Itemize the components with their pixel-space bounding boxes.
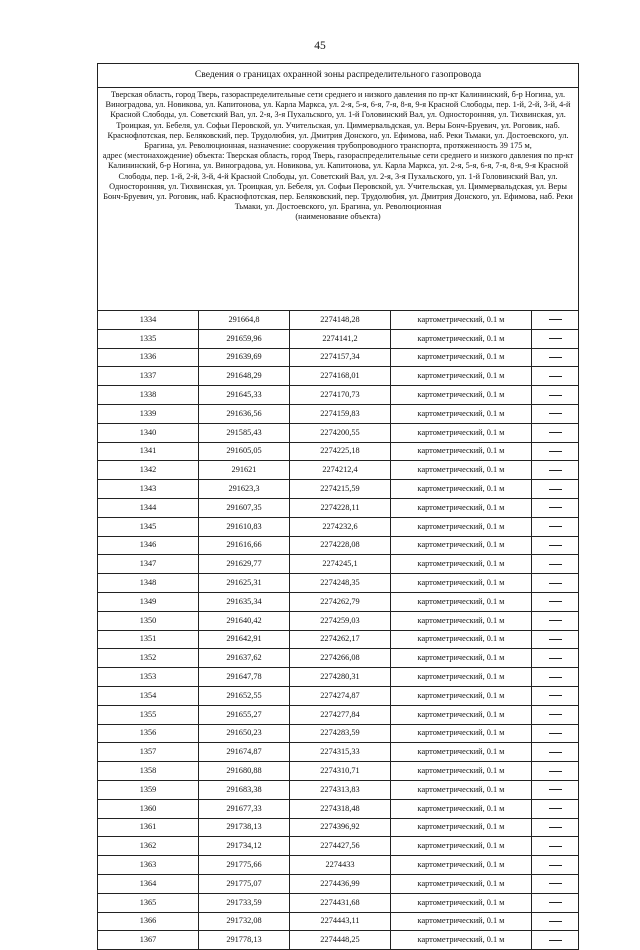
y-coordinate-cell: 2274248,35 xyxy=(290,574,391,593)
method-cell: картометрический, 0.1 м xyxy=(391,724,532,743)
method-cell: картометрический, 0.1 м xyxy=(391,912,532,931)
x-coordinate-cell: 291664,8 xyxy=(199,311,290,330)
method-cell: картометрический, 0.1 м xyxy=(391,517,532,536)
method-cell: картометрический, 0.1 м xyxy=(391,743,532,762)
method-cell: картометрический, 0.1 м xyxy=(391,555,532,574)
empty-value-cell xyxy=(532,311,579,330)
x-coordinate-cell: 291621 xyxy=(199,461,290,480)
y-coordinate-cell: 2274274,87 xyxy=(290,686,391,705)
point-number-cell: 1347 xyxy=(98,555,199,574)
y-coordinate-cell: 2274313,83 xyxy=(290,780,391,799)
point-number-cell: 1348 xyxy=(98,574,199,593)
empty-value-cell xyxy=(532,856,579,875)
x-coordinate-cell: 291775,07 xyxy=(199,874,290,893)
y-coordinate-cell: 2274396,92 xyxy=(290,818,391,837)
empty-value-cell xyxy=(532,404,579,423)
point-number-cell: 1353 xyxy=(98,668,199,687)
dash-mark xyxy=(549,940,562,941)
point-number-cell: 1342 xyxy=(98,461,199,480)
x-coordinate-cell: 291645,33 xyxy=(199,386,290,405)
point-number-cell: 1361 xyxy=(98,818,199,837)
empty-value-cell xyxy=(532,649,579,668)
y-coordinate-cell: 2274157,34 xyxy=(290,348,391,367)
empty-value-cell xyxy=(532,893,579,912)
empty-value-cell xyxy=(532,724,579,743)
empty-value-cell xyxy=(532,686,579,705)
method-cell: картометрический, 0.1 м xyxy=(391,348,532,367)
dash-mark xyxy=(549,883,562,884)
x-coordinate-cell: 291738,13 xyxy=(199,818,290,837)
point-number-cell: 1360 xyxy=(98,799,199,818)
method-cell: картометрический, 0.1 м xyxy=(391,893,532,912)
point-number-cell: 1357 xyxy=(98,743,199,762)
point-number-cell: 1367 xyxy=(98,931,199,950)
point-number-cell: 1345 xyxy=(98,517,199,536)
method-cell: картометрический, 0.1 м xyxy=(391,780,532,799)
x-coordinate-cell: 291623,3 xyxy=(199,480,290,499)
dash-mark xyxy=(549,432,562,433)
method-cell: картометрический, 0.1 м xyxy=(391,668,532,687)
y-coordinate-cell: 2274277,84 xyxy=(290,705,391,724)
method-cell: картометрический, 0.1 м xyxy=(391,461,532,480)
x-coordinate-cell: 291674,87 xyxy=(199,743,290,762)
empty-value-cell xyxy=(532,329,579,348)
table-row xyxy=(98,705,579,724)
x-coordinate-cell: 291648,29 xyxy=(199,367,290,386)
y-coordinate-cell: 2274262,79 xyxy=(290,592,391,611)
x-coordinate-cell: 291640,42 xyxy=(199,611,290,630)
table-row xyxy=(98,762,579,781)
x-coordinate-cell: 291733,59 xyxy=(199,893,290,912)
method-cell: картометрический, 0.1 м xyxy=(391,686,532,705)
point-number-cell: 1356 xyxy=(98,724,199,743)
table-row xyxy=(98,461,579,480)
point-number-cell: 1350 xyxy=(98,611,199,630)
dash-mark xyxy=(549,677,562,678)
y-coordinate-cell: 2274228,08 xyxy=(290,536,391,555)
x-coordinate-cell: 291616,66 xyxy=(199,536,290,555)
point-number-cell: 1338 xyxy=(98,386,199,405)
point-number-cell: 1341 xyxy=(98,442,199,461)
x-coordinate-cell: 291639,69 xyxy=(199,348,290,367)
point-number-cell: 1334 xyxy=(98,311,199,330)
y-coordinate-cell: 2274232,6 xyxy=(290,517,391,536)
y-coordinate-cell: 2274266,08 xyxy=(290,649,391,668)
empty-value-cell xyxy=(532,874,579,893)
method-cell: картометрический, 0.1 м xyxy=(391,498,532,517)
dash-mark xyxy=(549,695,562,696)
table-row xyxy=(98,611,579,630)
dash-mark xyxy=(549,902,562,903)
point-number-cell: 1343 xyxy=(98,480,199,499)
dash-mark xyxy=(549,395,562,396)
x-coordinate-cell: 291778,13 xyxy=(199,931,290,950)
y-coordinate-cell: 2274148,28 xyxy=(290,311,391,330)
method-cell: картометрический, 0.1 м xyxy=(391,329,532,348)
table-row xyxy=(98,442,579,461)
y-coordinate-cell: 2274262,17 xyxy=(290,630,391,649)
dash-mark xyxy=(549,451,562,452)
point-number-cell: 1354 xyxy=(98,686,199,705)
x-coordinate-cell: 291732,08 xyxy=(199,912,290,931)
point-number-cell: 1359 xyxy=(98,780,199,799)
table-row xyxy=(98,856,579,875)
method-cell: картометрический, 0.1 м xyxy=(391,799,532,818)
table-row xyxy=(98,837,579,856)
y-coordinate-cell: 2274245,1 xyxy=(290,555,391,574)
table-row xyxy=(98,931,579,950)
empty-value-cell xyxy=(532,762,579,781)
empty-value-cell xyxy=(532,517,579,536)
method-cell: картометрический, 0.1 м xyxy=(391,649,532,668)
method-cell: картометрический, 0.1 м xyxy=(391,856,532,875)
empty-value-cell xyxy=(532,668,579,687)
x-coordinate-cell: 291635,34 xyxy=(199,592,290,611)
point-number-cell: 1349 xyxy=(98,592,199,611)
table-row xyxy=(98,498,579,517)
empty-value-cell xyxy=(532,799,579,818)
x-coordinate-cell: 291647,78 xyxy=(199,668,290,687)
empty-value-cell xyxy=(532,386,579,405)
method-cell: картометрический, 0.1 м xyxy=(391,404,532,423)
method-cell: картометрический, 0.1 м xyxy=(391,423,532,442)
y-coordinate-cell: 2274170,73 xyxy=(290,386,391,405)
method-cell: картометрический, 0.1 м xyxy=(391,574,532,593)
y-coordinate-cell: 2274427,56 xyxy=(290,837,391,856)
method-cell: картометрический, 0.1 м xyxy=(391,592,532,611)
x-coordinate-cell: 291636,56 xyxy=(199,404,290,423)
table-row xyxy=(98,818,579,837)
empty-value-cell xyxy=(532,498,579,517)
empty-value-cell xyxy=(532,592,579,611)
table-row xyxy=(98,423,579,442)
y-coordinate-cell: 2274159,83 xyxy=(290,404,391,423)
x-coordinate-cell: 291607,35 xyxy=(199,498,290,517)
y-coordinate-cell: 2274280,31 xyxy=(290,668,391,687)
table-row xyxy=(98,649,579,668)
dash-mark xyxy=(549,733,562,734)
y-coordinate-cell: 2274283,59 xyxy=(290,724,391,743)
x-coordinate-cell: 291650,23 xyxy=(199,724,290,743)
point-number-cell: 1351 xyxy=(98,630,199,649)
dash-mark xyxy=(549,413,562,414)
empty-value-cell xyxy=(532,348,579,367)
x-coordinate-cell: 291625,31 xyxy=(199,574,290,593)
table-row xyxy=(98,780,579,799)
y-coordinate-cell: 2274436,99 xyxy=(290,874,391,893)
dash-mark xyxy=(549,601,562,602)
empty-value-cell xyxy=(532,442,579,461)
point-number-cell: 1366 xyxy=(98,912,199,931)
method-cell: картометрический, 0.1 м xyxy=(391,762,532,781)
dash-mark xyxy=(549,639,562,640)
empty-value-cell xyxy=(532,837,579,856)
empty-value-cell xyxy=(532,912,579,931)
x-coordinate-cell: 291629,77 xyxy=(199,555,290,574)
point-number-cell: 1336 xyxy=(98,348,199,367)
dash-mark xyxy=(549,357,562,358)
method-cell: картометрический, 0.1 м xyxy=(391,818,532,837)
y-coordinate-cell: 2274310,71 xyxy=(290,762,391,781)
x-coordinate-cell: 291637,62 xyxy=(199,649,290,668)
point-number-cell: 1340 xyxy=(98,423,199,442)
y-coordinate-cell: 2274225,18 xyxy=(290,442,391,461)
empty-value-cell xyxy=(532,536,579,555)
dash-mark xyxy=(549,827,562,828)
table-row xyxy=(98,592,579,611)
point-number-cell: 1355 xyxy=(98,705,199,724)
x-coordinate-cell: 291683,38 xyxy=(199,780,290,799)
table-row xyxy=(98,668,579,687)
empty-value-cell xyxy=(532,367,579,386)
empty-value-cell xyxy=(532,630,579,649)
table-row xyxy=(98,574,579,593)
x-coordinate-cell: 291652,55 xyxy=(199,686,290,705)
empty-value-cell xyxy=(532,611,579,630)
dash-mark xyxy=(549,564,562,565)
x-coordinate-cell: 291655,27 xyxy=(199,705,290,724)
empty-value-cell xyxy=(532,743,579,762)
table-row xyxy=(98,311,579,330)
empty-value-cell xyxy=(532,461,579,480)
point-number-cell: 1339 xyxy=(98,404,199,423)
address-paragraph: адрес (местонахождение) объекта: Тверская область, город Тверь, газораспределительные сети среднего и низкого давления по пр-кт Калининский, б-р Ногина, ул. Виноградова, ул. Новикова, ул. Капитонова, ул. Карла Маркса, ул. 2-я, 5-я, 6-я, 7-я, 8-я, 9-я Красной Слободы, пер. 1-й, 2-й, 3-й, 4-й Красной Слободы, ул. Советский Вал, ул. 2-я, 3-я Пухальского, ул. 1-й Головинский Вал, ул. Односторонняя, ул. Тихвинская, ул. Троицкая, ул. Бебеля, ул. Софьи Перовской, ул. Учительская, ул. Циммервальдская, ул. Веры Бонч-Бруевич, ул. Роговик, наб. Краснофлотская, пер. Беляковский, пер. Трудолюбия, ул. Дмитрия Донского, ул. Ефимова, наб. Реки Тьмаки, ул. Достоевского, ул. Брагина, ул. Революционная xyxy=(102,151,574,212)
table-row xyxy=(98,348,579,367)
point-number-cell: 1362 xyxy=(98,837,199,856)
point-number-cell: 1344 xyxy=(98,498,199,517)
method-cell: картометрический, 0.1 м xyxy=(391,611,532,630)
method-cell: картометрический, 0.1 м xyxy=(391,442,532,461)
method-cell: картометрический, 0.1 м xyxy=(391,705,532,724)
y-coordinate-cell: 2274431,68 xyxy=(290,893,391,912)
y-coordinate-cell: 2274141,2 xyxy=(290,329,391,348)
method-cell: картометрический, 0.1 м xyxy=(391,536,532,555)
x-coordinate-cell: 291642,91 xyxy=(199,630,290,649)
x-coordinate-cell: 291610,83 xyxy=(199,517,290,536)
x-coordinate-cell: 291775,66 xyxy=(199,856,290,875)
y-coordinate-cell: 2274448,25 xyxy=(290,931,391,950)
empty-value-cell xyxy=(532,555,579,574)
method-cell: картометрический, 0.1 м xyxy=(391,367,532,386)
object-description xyxy=(98,88,579,311)
dash-mark xyxy=(549,714,562,715)
x-coordinate-cell: 291659,96 xyxy=(199,329,290,348)
y-coordinate-cell: 2274200,55 xyxy=(290,423,391,442)
empty-value-cell xyxy=(532,705,579,724)
dash-mark xyxy=(549,620,562,621)
table-row xyxy=(98,743,579,762)
y-coordinate-cell: 2274318,48 xyxy=(290,799,391,818)
dash-mark xyxy=(549,865,562,866)
dash-mark xyxy=(549,583,562,584)
table-row xyxy=(98,874,579,893)
point-number-cell: 1335 xyxy=(98,329,199,348)
dash-mark xyxy=(549,752,562,753)
y-coordinate-cell: 2274215,59 xyxy=(290,480,391,499)
table-row xyxy=(98,724,579,743)
point-number-cell: 1358 xyxy=(98,762,199,781)
dash-mark xyxy=(549,489,562,490)
y-coordinate-cell: 2274228,11 xyxy=(290,498,391,517)
y-coordinate-cell: 2274168,01 xyxy=(290,367,391,386)
dash-mark xyxy=(549,338,562,339)
dash-mark xyxy=(549,319,562,320)
point-number-cell: 1364 xyxy=(98,874,199,893)
dash-mark xyxy=(549,789,562,790)
table-row xyxy=(98,536,579,555)
empty-value-cell xyxy=(532,780,579,799)
x-coordinate-cell: 291605,05 xyxy=(199,442,290,461)
empty-value-cell xyxy=(532,574,579,593)
boundary-table xyxy=(97,63,579,950)
dash-mark xyxy=(549,470,562,471)
table-row xyxy=(98,404,579,423)
dash-mark xyxy=(549,526,562,527)
x-coordinate-cell: 291585,43 xyxy=(199,423,290,442)
dash-mark xyxy=(549,507,562,508)
x-coordinate-cell: 291734,12 xyxy=(199,837,290,856)
empty-value-cell xyxy=(532,423,579,442)
table-row xyxy=(98,367,579,386)
point-number-cell: 1363 xyxy=(98,856,199,875)
empty-value-cell xyxy=(532,480,579,499)
point-number-cell: 1352 xyxy=(98,649,199,668)
empty-value-cell xyxy=(532,931,579,950)
table-row xyxy=(98,480,579,499)
dash-mark xyxy=(549,846,562,847)
table-row xyxy=(98,912,579,931)
dash-mark xyxy=(549,808,562,809)
method-cell: картометрический, 0.1 м xyxy=(391,874,532,893)
y-coordinate-cell: 2274259,03 xyxy=(290,611,391,630)
dash-mark xyxy=(549,545,562,546)
point-number-cell: 1365 xyxy=(98,893,199,912)
x-coordinate-cell: 291677,33 xyxy=(199,799,290,818)
table-row xyxy=(98,799,579,818)
dash-mark xyxy=(549,921,562,922)
dash-mark xyxy=(549,658,562,659)
description-paragraph: Тверская область, город Тверь, газораспределительные сети среднего и низкого давления по пр-кт Калининский, б-р Ногина, ул. Виноградова, ул. Новикова, ул. Капитонова, ул. Карла Маркса, ул. 2-я, 5-я, 6-я, 7-я, 8-я, 9-я Красной Слободы, пер. 1-й, 2-й, 3-й, 4-й Красной Слободы, ул. Советский Вал, ул. 2-я, 3-я Пухальского, ул. 1-й Головинский Вал, ул. Односторонняя, ул. Тихвинская, ул. Троицкая, ул. Бебеля, ул. Софьи Перовской, ул. Учительская, ул. Циммервальдская, ул. Веры Бонч-Бруевич, ул. Роговик, наб. Краснофлотская, пер. Беляковский, пер. Трудолюбия, ул. Дмитрия Донского, ул. Ефимова, наб. Реки Тьмаки, ул. Достоевского, ул. Брагина, ул. Революционная, назначение: сооружения трубопроводного транспорта, протяженность 39 175 м, xyxy=(105,90,571,151)
point-number-cell: 1337 xyxy=(98,367,199,386)
table-row xyxy=(98,686,579,705)
dash-mark xyxy=(549,771,562,772)
object-name-caption: (наименование объекта) xyxy=(295,212,381,222)
y-coordinate-cell: 2274212,4 xyxy=(290,461,391,480)
table-row xyxy=(98,386,579,405)
x-coordinate-cell: 291680,88 xyxy=(199,762,290,781)
method-cell: картометрический, 0.1 м xyxy=(391,837,532,856)
page-number: 45 xyxy=(314,40,326,52)
table-row xyxy=(98,630,579,649)
table-title: Сведения о границах охранной зоны распределительного газопровода xyxy=(98,64,579,88)
table-row xyxy=(98,893,579,912)
method-cell: картометрический, 0.1 м xyxy=(391,386,532,405)
y-coordinate-cell: 2274433 xyxy=(290,856,391,875)
method-cell: картометрический, 0.1 м xyxy=(391,630,532,649)
method-cell: картометрический, 0.1 м xyxy=(391,480,532,499)
method-cell: картометрический, 0.1 м xyxy=(391,311,532,330)
table-row xyxy=(98,517,579,536)
point-number-cell: 1346 xyxy=(98,536,199,555)
empty-value-cell xyxy=(532,818,579,837)
y-coordinate-cell: 2274315,33 xyxy=(290,743,391,762)
method-cell: картометрический, 0.1 м xyxy=(391,931,532,950)
y-coordinate-cell: 2274443,11 xyxy=(290,912,391,931)
table-row xyxy=(98,555,579,574)
dash-mark xyxy=(549,376,562,377)
table-row xyxy=(98,329,579,348)
